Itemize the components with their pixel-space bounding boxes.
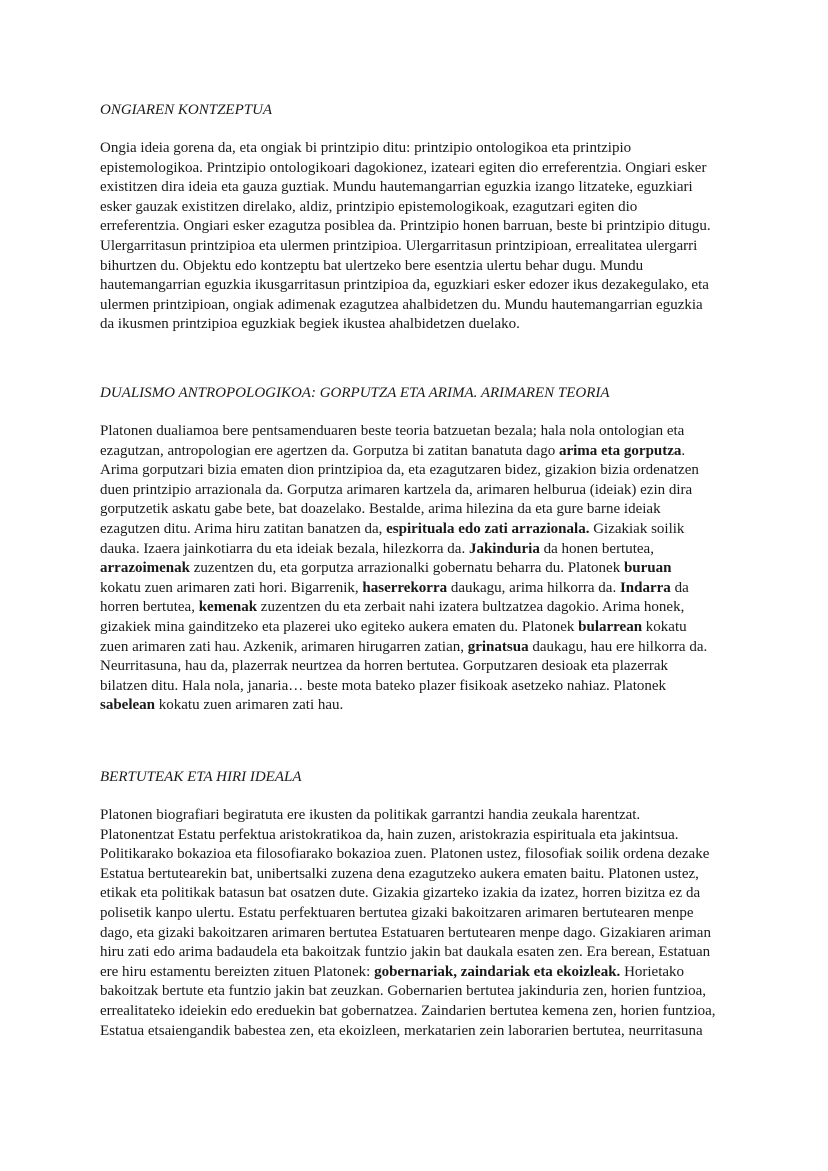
text-line: [100, 845, 716, 865]
text-line: [100, 963, 716, 983]
text-run: epistemologikoa. Printzipio ontologikoari dagokionez, izateari egiten dio erreferentzia. Ongiari esker: [100, 159, 707, 176]
text-run: dauka. Izaera jainkotiarra du eta ideiak bezala, hilezkorra da.: [100, 540, 469, 557]
text-line: [100, 217, 711, 237]
text-line: [100, 884, 716, 904]
text-line: [100, 520, 707, 540]
text-run: kokatu zuen arimaren zati hori. Bigarrenik,: [100, 579, 363, 596]
paragraph: [100, 139, 711, 335]
paragraph: [100, 422, 707, 716]
text-run: duen printzipio arrazionala da. Gorputza arimaren kartzela da, arimaren helburua (ideiak) ezin dira: [100, 481, 693, 498]
text-line: [100, 540, 707, 560]
text-run: bilatzen ditu. Hala nola, janaria… beste mota bateko plazer fisikoak asetzeko nahiaz. Platonek: [100, 677, 667, 694]
text-run: dago, eta gizaki bakoitzaren arimaren bertutea Estatuaren bertutearen menpe dago. Gizakiaren ariman: [100, 924, 711, 941]
text-run: .: [681, 442, 686, 459]
text-line: [100, 924, 716, 944]
text-line: [100, 257, 711, 277]
text-run: Gizakiak soilik: [589, 520, 685, 537]
text-run: ere hiru estamentu bereizten zituen Platonek:: [100, 963, 375, 980]
text-line: [100, 315, 711, 335]
text-run: da: [670, 579, 689, 596]
text-line: [100, 237, 711, 257]
bold-text: Indarra: [619, 579, 671, 596]
text-line: [100, 559, 707, 579]
text-run: bakoitzak bertute eta funtzio jakin bat zeuzkan. Gobernarien bertutea jakinduria zen, horien funtzioa,: [100, 983, 706, 1000]
text-line: [100, 598, 707, 618]
text-run: ulermen printzipioan, ongiak adimenak ezagutzea ahalbidetzen du. Mundu hautemangarrian eguzkia: [100, 296, 703, 313]
text-run: errealitateko ideiekin edo ereduekin bat gobernatzea. Zaindarien bertutea kemena zen, horien funtzioa,: [100, 1002, 716, 1019]
bold-text: grinatsua: [467, 638, 529, 655]
text-run: zuen arimaren zati hau. Azkenik, arimaren hirugarren zatian,: [100, 638, 468, 655]
section-ongiaren-kontzeptua: [100, 100, 711, 335]
text-run: kokatu: [642, 618, 687, 635]
text-line: [100, 276, 711, 296]
text-run: Platonentzat Estatu perfektua aristokratikoa da, hain zuzen, aristokrazia espirituala eta jakintsua.: [100, 826, 679, 843]
text-run: Horietako: [620, 963, 685, 980]
text-run: esker gauzak existitzen direlako, aldiz, printzipio epistemologikoak, ezagutzari egiten dio: [100, 198, 638, 215]
text-run: hiru zati edo arima badaudela eta bakoitzak funtzio jakin bat daukala esaten zen. Era berean, Estatuan: [100, 944, 711, 961]
paragraph: [100, 806, 716, 1041]
text-line: [100, 982, 716, 1002]
text-line: [100, 806, 716, 826]
text-run: existitzen dira ideia eta gauza guztiak. Mundu hautemangarrian eguzkia izango litzateke, eguzkiari: [100, 179, 693, 196]
text-run: Estatua etsaiengandik babestea zen, eta ekoizleen, merkatarien zein laborarien bertutea, neurritasuna: [100, 1022, 703, 1039]
bold-text: gobernariak, zaindariak eta ekoizleak.: [374, 963, 621, 980]
text-run: Platonen dualiamoa bere pentsamenduaren beste teoria batzuetan bezala; hala nola ontologian eta: [100, 423, 685, 439]
bold-text: arima eta gorputza: [558, 442, 682, 459]
text-line: [100, 904, 716, 924]
text-line: [100, 139, 711, 159]
text-run: daukagu, hau ere hilkorra da.: [528, 638, 708, 655]
text-line: [100, 657, 707, 677]
section-heading: DUALISMO ANTROPOLOGIKOA: GORPUTZA ETA ARIMA. ARIMAREN TEORIA: [100, 385, 610, 401]
text-run: gizakiek mina gainditzeko eta plazerei uko egiteko aukera ematen du. Platonek: [100, 618, 579, 635]
text-line: [100, 198, 711, 218]
text-line: [100, 159, 711, 179]
text-line: [100, 677, 707, 697]
text-run: Ongia ideia gorena da, eta ongiak bi printzipio ditu: printzipio ontologikoa eta printzipio: [100, 140, 632, 156]
text-run: Neurritasuna, hau da, plazerrak neurtzea da horren bertutea. Gorputzaren desioak eta plazerrak: [100, 658, 669, 675]
section-dualismo-antropologikoa: [100, 383, 707, 716]
text-run: horren bertutea,: [100, 599, 199, 616]
text-line: [100, 481, 707, 501]
section-heading: ONGIAREN KONTZEPTUA: [100, 102, 273, 118]
text-line: [100, 579, 707, 599]
text-run: Estatua bertutearekin bat, unibertsalki zuzena dena ezagutzeko aukera ematen baitu. Platonen ustez,: [100, 865, 699, 882]
bold-text: buruan: [623, 560, 672, 577]
text-line: [100, 1002, 716, 1022]
text-line: [100, 943, 716, 963]
text-run: ezagutzen ditu. Arima hiru zatitan banatzen da,: [100, 520, 387, 537]
bold-text: arrazoimenak: [100, 560, 190, 577]
text-line: [100, 826, 716, 846]
text-line: [100, 461, 707, 481]
text-run: zuzentzen du eta zerbait nahi izatera bultzatzea dagokio. Arima honek,: [257, 599, 685, 616]
text-run: bihurtzen du. Objektu edo kontzeptu bat ulertzeko bere esentzia ulertu behar dugu. Mundu: [100, 257, 644, 274]
bold-text: bularrean: [578, 618, 643, 635]
bold-text: haserrekorra: [362, 579, 448, 596]
text-run: gorputzetik askatu gabe bete, bat doazelako. Bestalde, arima hilezina da eta gure barne ideiak: [100, 501, 661, 518]
section-heading: BERTUTEAK ETA HIRI IDEALA: [100, 769, 302, 785]
text-line: [100, 178, 711, 198]
text-run: Platonen biografiari begiratuta ere ikusten da politikak garrantzi handia zeukala harentzat.: [100, 807, 641, 823]
text-run: polisetik kanpo ulertu. Estatu perfektuaren bertutea gizaki bakoitzaren arimaren bertutearen menpe: [100, 904, 694, 921]
text-run: hautemangarrian eguzkia ikusgarritasun printzipioa da, eguzkiari esker edozer ikus dezakegulako, eta: [100, 277, 709, 294]
text-line: [100, 865, 716, 885]
text-run: daukagu, arima hilkorra da.: [447, 579, 620, 596]
text-line: [100, 638, 707, 658]
text-run: ezagutzan, antropologian ere agertzen da. Gorputza bi zatitan banatuta dago: [100, 442, 559, 459]
text-line: [100, 442, 707, 462]
text-run: Arima gorputzari bizia ematen dion printzipioa da, eta ezagutzaren bidez, gizakion bizia ordenatzen: [100, 462, 699, 479]
text-run: da honen bertutea,: [539, 540, 654, 557]
text-run: etikak eta politikak batasun bat osatzen dute. Gizakia gizarteko izakia da izatez, horren bizitza ez da: [100, 885, 701, 902]
text-line: [100, 618, 707, 638]
text-run: da ikusmen printzipioa eguzkiak begiek ikustea ahalbidetzen duelako.: [100, 316, 520, 333]
text-run: Politikarako bokazioa eta filosofiarako bokazioa zuen. Platonen ustez, filosofiak soilik ordena dezake: [100, 846, 710, 863]
section-bertuteak-eta-hiri-ideala: [100, 767, 716, 1041]
text-line: [100, 500, 707, 520]
text-line: [100, 696, 707, 716]
bold-text: kemenak: [198, 599, 258, 616]
text-run: Ulergarritasun printzipioa eta ulermen printzipioa. Ulergarritasun printzipioan, errealitatea ulergarri: [100, 237, 698, 254]
text-line: [100, 422, 707, 442]
text-run: kokatu zuen arimaren zati hau.: [155, 697, 344, 714]
text-line: [100, 296, 711, 316]
bold-text: espirituala edo zati arrazionala.: [386, 520, 590, 537]
bold-text: sabelean: [100, 697, 156, 714]
bold-text: Jakinduria: [468, 540, 540, 557]
text-run: erreferentzia. Ongiari esker ezagutza posiblea da. Printzipio honen barruan, beste bi printzipio ditugu.: [100, 218, 711, 235]
text-line: [100, 1022, 716, 1042]
text-run: zuzentzen du, eta gorputza arrazionalki gobernatu beharra du. Platonek: [189, 560, 624, 577]
